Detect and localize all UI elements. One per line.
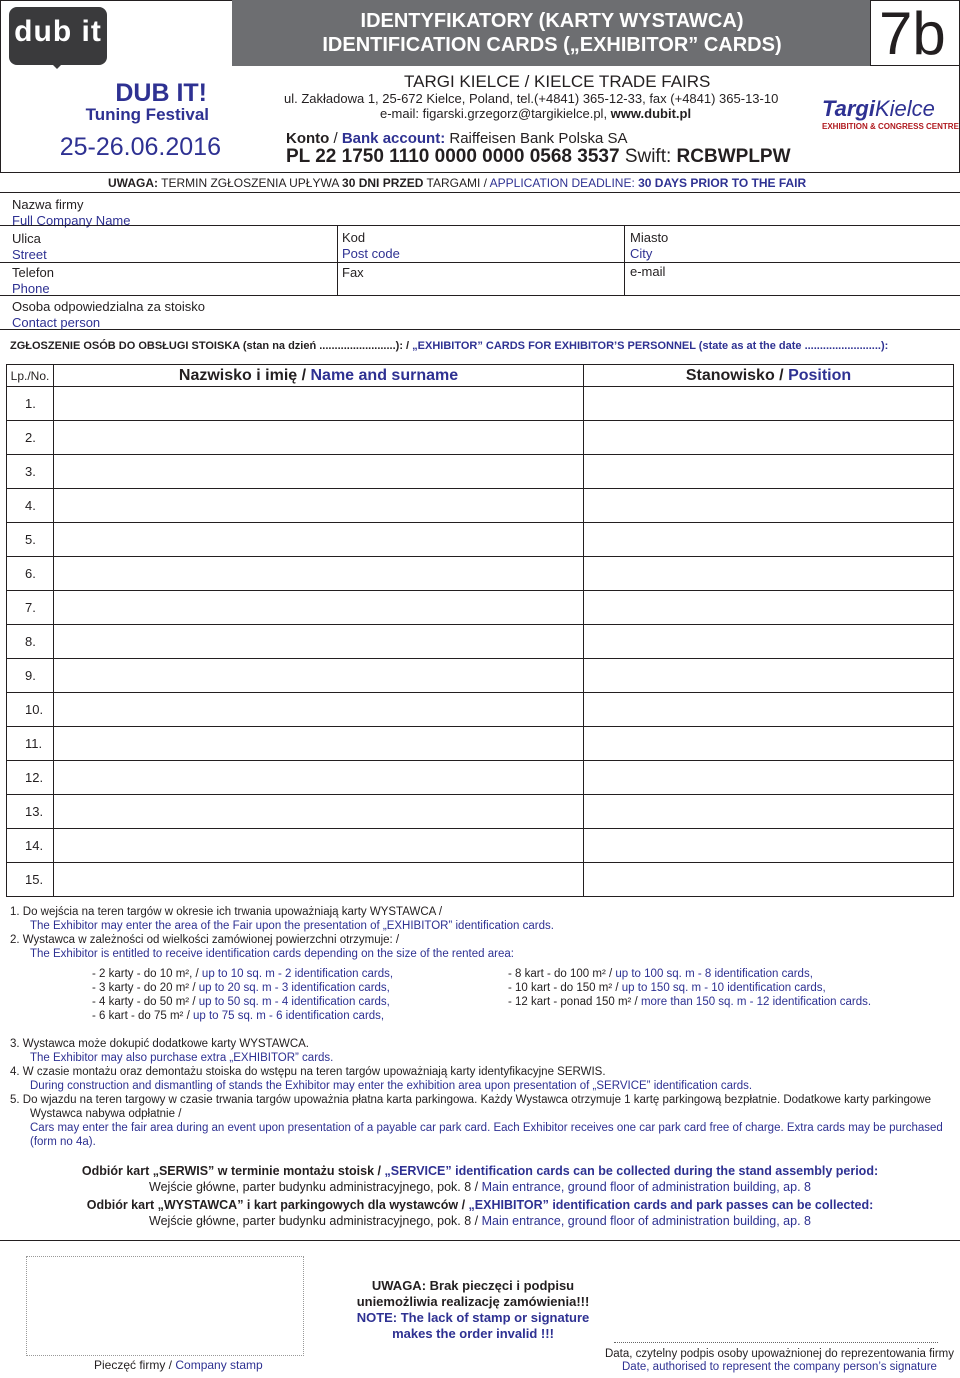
- event-panel: [0, 0, 232, 173]
- row-number: 12.: [7, 761, 54, 795]
- phone-pl: Telefon: [12, 265, 54, 280]
- tk-logo-targi: Targi: [822, 96, 875, 121]
- stamp-pl: Pieczęć firmy /: [94, 1358, 176, 1372]
- city-pl: Miasto: [630, 230, 669, 245]
- card-allocation: [10, 967, 950, 1037]
- divider: [624, 225, 625, 295]
- row-number: 5.: [7, 523, 54, 557]
- position-cell[interactable]: [584, 693, 954, 727]
- pickup-serwis-en: „SERVICE” identification cards can be collected during the stand assembly period:: [384, 1164, 879, 1178]
- allocation-item: [92, 981, 393, 995]
- deadline-en-b: 30 DAYS PRIOR TO THE FAIR: [638, 176, 807, 190]
- table-row: [7, 591, 954, 625]
- allocation-pl: - 4 karty - do 50 m² /: [92, 996, 199, 1008]
- position-cell[interactable]: [584, 489, 954, 523]
- note-4-pl: 4. W czasie montażu oraz demontażu stoiska do wstępu na teren targów upoważniają karty identyfikacyjne SERWIS.: [10, 1066, 606, 1078]
- position-cell[interactable]: [584, 659, 954, 693]
- allocation-item: [508, 981, 871, 995]
- allocation-pl: - 12 kart - ponad 150 m² /: [508, 996, 641, 1008]
- table-row: [7, 455, 954, 489]
- row-number: 3.: [7, 455, 54, 489]
- name-cell[interactable]: [54, 455, 584, 489]
- deadline-uwaga: UWAGA:: [108, 176, 158, 190]
- bank-name: Raiffeisen Bank Polska SA: [449, 130, 628, 147]
- stamp-en: Company stamp: [175, 1358, 263, 1372]
- deadline-pl-a: TERMIN ZGŁOSZENIA UPŁYWA: [161, 176, 343, 190]
- position-cell[interactable]: [584, 591, 954, 625]
- row-number: 9.: [7, 659, 54, 693]
- bank-label-pl: Konto: [286, 130, 330, 147]
- col-name-en: Name and surname: [310, 366, 459, 384]
- row-number: 6.: [7, 557, 54, 591]
- row-number: 4.: [7, 489, 54, 523]
- row-number: 11.: [7, 727, 54, 761]
- organizer-name: TARGI KIELCE / KIELCE TRADE FAIRS: [404, 72, 711, 91]
- allocation-pl: - 8 kart - do 100 m² /: [508, 968, 616, 980]
- note-3-en: The Exhibitor may also purchase extra „EXHIBITOR” cards.: [30, 1052, 334, 1064]
- note-4-en: During construction and dismantling of stands the Exhibitor may enter the exhibition area upon presentation of „SERVICE” identification cards.: [30, 1080, 753, 1092]
- row-number: 8.: [7, 625, 54, 659]
- title-pl: IDENTYFIKATORY (KARTY WYSTAWCA): [360, 10, 744, 32]
- pickup-serwis-pl: Odbiór kart „SERWIS” w terminie montażu stoisk /: [81, 1164, 385, 1178]
- organizer-panel: [232, 66, 960, 173]
- event-dates: 25-26.06.2016: [59, 133, 221, 161]
- table-row: [7, 761, 954, 795]
- position-cell[interactable]: [584, 795, 954, 829]
- signature-en: Date, authorised to represent the company person’s signature: [622, 1361, 937, 1373]
- fax-label: Fax: [342, 265, 364, 280]
- personnel-heading-en: „EXHIBITOR” CARDS FOR EXHIBITOR’S PERSONNEL (state as at the date .........................):: [412, 340, 889, 352]
- table-row: [7, 863, 954, 897]
- pickup-wystawca-en: „EXHIBITOR” identification cards and park passes can be collected:: [468, 1198, 874, 1212]
- organizer-email: e-mail: figarski.grzegorz@targikielce.pl,: [380, 106, 611, 121]
- allocation-item: [508, 995, 871, 1009]
- tk-logo-sub: EXHIBITION & CONGRESS CENTRE: [822, 122, 959, 131]
- allocation-left: [92, 967, 393, 1023]
- company-name-en: Full Company Name: [12, 213, 131, 228]
- position-cell[interactable]: [584, 523, 954, 557]
- signature-line[interactable]: [614, 1342, 938, 1343]
- divider: [337, 225, 338, 295]
- company-form: [0, 192, 960, 330]
- col-name: [54, 365, 584, 387]
- col-position: [584, 365, 954, 387]
- row-number: 2.: [7, 421, 54, 455]
- table-row: [7, 625, 954, 659]
- position-cell[interactable]: [584, 727, 954, 761]
- name-cell[interactable]: [54, 795, 584, 829]
- event-subtitle: Tuning Festival: [85, 105, 209, 124]
- pickup-loc-pl-2: Wejście główne, parter budynku administracyjnego, pok. 8 /: [149, 1214, 482, 1228]
- organizer-address: ul. Zakładowa 1, 25-672 Kielce, Poland, tel.(+4841) 365-12-33, fax (+4841) 365-13-10: [284, 91, 779, 106]
- targi-kielce-logo: [822, 96, 959, 131]
- allocation-en: up to 100 sq. m - 8 identification cards,: [615, 968, 813, 980]
- name-cell[interactable]: [54, 863, 584, 897]
- allocation-item: [92, 967, 393, 981]
- position-cell[interactable]: [584, 829, 954, 863]
- phone-label: [12, 265, 54, 297]
- name-cell[interactable]: [54, 557, 584, 591]
- position-cell[interactable]: [584, 863, 954, 897]
- deadline-pl-c: TARGAMI /: [423, 176, 490, 190]
- pickup-loc-en: Main entrance, ground floor of administration building, ap. 8: [481, 1180, 811, 1194]
- allocation-en: up to 75 sq. m - 6 identification cards,: [192, 1010, 385, 1022]
- city-en: City: [630, 246, 653, 261]
- allocation-pl: - 3 karty - do 20 m² /: [92, 982, 199, 994]
- allocation-en: up to 150 sq. m - 10 identification cards,: [621, 982, 826, 994]
- postcode-label: [342, 230, 400, 262]
- personnel-heading-pl: ZGŁOSZENIE OSÓB DO OBSŁUGI STOISKA (stan na dzień .........................): /: [10, 340, 413, 352]
- swift-label: Swift:: [624, 146, 672, 167]
- name-cell[interactable]: [54, 659, 584, 693]
- title-en: IDENTIFICATION CARDS („EXHIBITOR” CARDS): [322, 34, 782, 56]
- bank-line: Konto / Bank account: Raiffeisen Bank Polska SA: [286, 130, 628, 147]
- name-cell[interactable]: [54, 761, 584, 795]
- pickup-loc-pl: Wejście główne, parter budynku administracyjnego, pok. 8 /: [149, 1180, 482, 1194]
- allocation-right: [508, 967, 871, 1009]
- name-cell[interactable]: [54, 421, 584, 455]
- allocation-en: up to 10 sq. m - 2 identification cards,: [201, 968, 394, 980]
- stamp-warning: [318, 1278, 628, 1342]
- deadline-notice: [108, 176, 806, 190]
- note-2-pl: 2. Wystawca w zależności od wielkości zamówionej powierzchni otrzymuje: /: [10, 934, 400, 946]
- personnel-heading: [10, 340, 888, 352]
- table-row: [7, 659, 954, 693]
- table-row: [7, 795, 954, 829]
- name-cell[interactable]: [54, 727, 584, 761]
- title-banner: [232, 0, 960, 66]
- table-row: [7, 387, 954, 421]
- form-code: 7b: [879, 0, 946, 67]
- deadline-en-a: APPLICATION DEADLINE:: [489, 176, 639, 190]
- allocation-pl: - 2 karty - do 10 m², /: [92, 968, 202, 980]
- allocation-item: [92, 995, 393, 1009]
- allocation-en: more than 150 sq. m - 12 identification cards.: [640, 996, 872, 1008]
- allocation-en: up to 50 sq. m - 4 identification cards,: [198, 996, 390, 1008]
- table-row: [7, 727, 954, 761]
- allocation-en: up to 20 sq. m - 3 identification cards,: [198, 982, 390, 994]
- bank-label-en: Bank account:: [341, 130, 446, 147]
- notes: [10, 905, 950, 1149]
- company-name-field[interactable]: [140, 197, 950, 225]
- name-cell[interactable]: [54, 591, 584, 625]
- note-5-pl: 5. Do wjazdu na teren targowy w czasie trwania targów upoważnia płatna karta parkingowa. Każdy Wystawca otrzymuje 1 kartę parkingową bezpłatnie. Dodatkowe karty parkingowe Wystawca nabywa odpłatnie /: [10, 1094, 931, 1120]
- row-number: 7.: [7, 591, 54, 625]
- organizer-contact: [380, 106, 691, 121]
- position-cell[interactable]: [584, 421, 954, 455]
- warn-pl-2: uniemożliwia realizację zamówienia!!!: [356, 1294, 590, 1309]
- name-cell[interactable]: [54, 625, 584, 659]
- pickup-info: [0, 1163, 960, 1229]
- col-pos-pl: Stanowisko /: [685, 366, 789, 384]
- table-row: [7, 489, 954, 523]
- table-row: [7, 557, 954, 591]
- logo-text: dub it: [14, 15, 102, 48]
- phone-en: Phone: [12, 281, 50, 296]
- position-cell[interactable]: [584, 387, 954, 421]
- postcode-en: Post code: [342, 246, 400, 261]
- warn-en-2: makes the order invalid !!!: [392, 1326, 554, 1341]
- signature-pl: Data, czytelny podpis osoby upoważnionej do reprezentowania firmy: [604, 1348, 954, 1360]
- name-cell[interactable]: [54, 693, 584, 727]
- stamp-label: [94, 1358, 263, 1372]
- col-name-pl: Nazwisko i imię /: [178, 366, 311, 384]
- signature-label: [605, 1348, 954, 1374]
- logo-arrow-icon: [43, 55, 71, 69]
- pickup-wystawca-pl: Odbiór kart „WYSTAWCA” i kart parkingowych dla wystawców /: [86, 1198, 469, 1212]
- position-cell[interactable]: [584, 761, 954, 795]
- contact-en: Contact person: [12, 315, 101, 330]
- row-number: 10.: [7, 693, 54, 727]
- name-cell[interactable]: [54, 387, 584, 421]
- warn-pl-1: UWAGA: Brak pieczęci i podpisu: [371, 1278, 575, 1293]
- table-row: [7, 829, 954, 863]
- postcode-pl: Kod: [342, 230, 366, 245]
- organizer-website[interactable]: www.dubit.pl: [610, 106, 692, 121]
- contact-label: [12, 299, 205, 331]
- email-label: e-mail: [630, 264, 666, 279]
- tk-logo-kielce: Kielce: [874, 96, 935, 121]
- divider: [0, 1240, 960, 1241]
- company-name-pl: Nazwa firmy: [12, 197, 84, 212]
- note-5-en: Cars may enter the fair area during an event upon presentation of a payable car park card. Each Exhibitor receives one car park card free of charge. Extra cards may be purchased (form no 4a).: [30, 1122, 943, 1148]
- city-label: [630, 230, 668, 262]
- col-pos-en: Position: [788, 366, 852, 384]
- personnel-table-header: [7, 365, 954, 387]
- note-1-pl: 1. Do wejścia na teren targów w okresie ich trwania upoważniają karty WYSTAWCA /: [10, 906, 443, 918]
- allocation-item: [92, 1009, 393, 1023]
- position-cell[interactable]: [584, 625, 954, 659]
- swift-code: RCBWPLPW: [676, 146, 791, 167]
- name-cell[interactable]: [54, 523, 584, 557]
- form-code-box: [870, 0, 960, 66]
- note-2-en: The Exhibitor is entitled to receive identification cards depending on the size of the rented area:: [30, 948, 514, 960]
- col-no: Lp./No.: [7, 365, 54, 387]
- personnel-table: [6, 364, 954, 897]
- allocation-pl: - 6 kart - do 75 m² /: [92, 1010, 193, 1022]
- iban: PL 22 1750 1110 0000 0000 0568 3537: [286, 146, 620, 167]
- deadline-pl-b: 30 DNI PRZED: [342, 176, 424, 190]
- row-number: 1.: [7, 387, 54, 421]
- event-name: DUB IT!: [115, 79, 207, 107]
- company-stamp-box[interactable]: [26, 1256, 304, 1356]
- iban-line: [286, 146, 791, 168]
- note-3-pl: 3. Wystawca może dokupić dodatkowe karty WYSTAWCA.: [10, 1038, 309, 1050]
- table-row: [7, 523, 954, 557]
- name-cell[interactable]: [54, 489, 584, 523]
- row-number: 14.: [7, 829, 54, 863]
- note-1-en: The Exhibitor may enter the area of the Fair upon the presentation of „EXHIBITOR” identification cards.: [30, 920, 554, 932]
- table-row: [7, 693, 954, 727]
- street-label: [12, 231, 47, 263]
- row-number: 13.: [7, 795, 54, 829]
- name-cell[interactable]: [54, 829, 584, 863]
- pickup-loc-en-2: Main entrance, ground floor of administration building, ap. 8: [481, 1214, 811, 1228]
- table-row: [7, 421, 954, 455]
- street-pl: Ulica: [12, 231, 41, 246]
- allocation-item: [508, 967, 871, 981]
- row-number: 15.: [7, 863, 54, 897]
- street-en: Street: [12, 247, 47, 262]
- position-cell[interactable]: [584, 557, 954, 591]
- allocation-pl: - 10 kart - do 150 m² /: [508, 982, 622, 994]
- contact-pl: Osoba odpowiedzialna za stoisko: [12, 299, 205, 314]
- position-cell[interactable]: [584, 455, 954, 489]
- warn-en-1: NOTE: The lack of stamp or signature: [356, 1310, 590, 1325]
